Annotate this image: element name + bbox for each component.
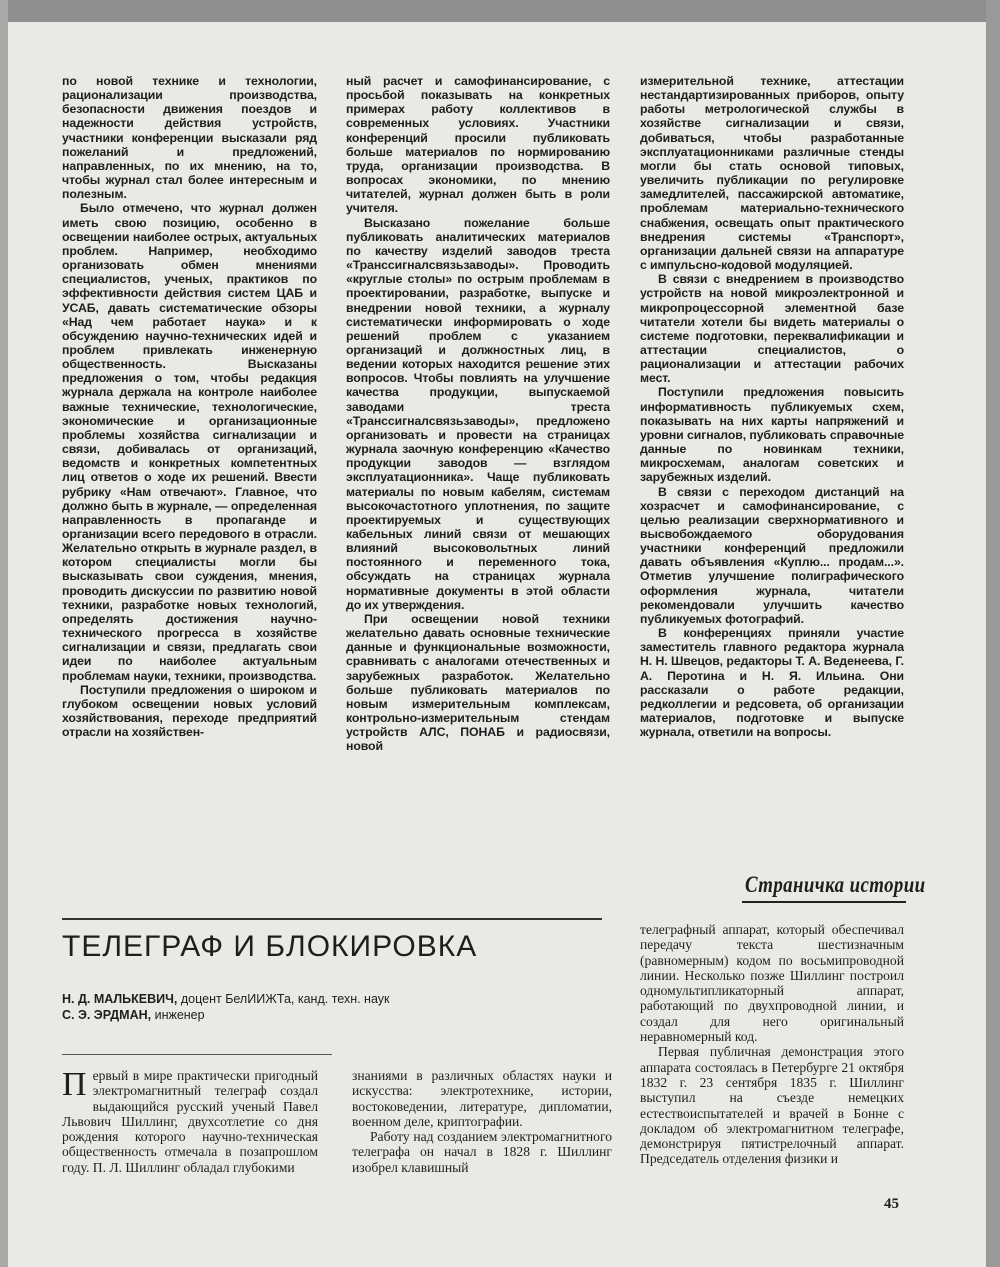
article-title: ТЕЛЕГРАФ И БЛОКИРОВКА	[62, 930, 478, 963]
paragraph: Было отмечено, что журнал должен иметь свою позицию, особенно в освещении наиболее острых, актуальных проблем. Например, необходимо организовать обмен мнениями специалистов, ученых, практиков по эффективности действия систем ЦАБ и УСАБ, давать систематические обзоры «Над чем работает наука» и к обсуждению научно-технических идей и проблем привлекать инженерную общественность. Высказаны предложения о том, чтобы редакция журнала держала на контроле наиболее важные технические, технологические, экономические и организационные проблемы хозяйства сигнализации и связи, добивалась от организаций, ведомств и конкретных компетентных лиц ответов о ходе их решений. Ввести рубрику «Нам отвечают». Главное, что должно быть в журнале, — определенная направленность в пропаганде и организации всего передового в отрасли. Желательно открыть в журнале раздел, в котором специалисты могли бы высказывать свои суждения, мнения, проводить дискуссии по развитию новой техники, разработке новых технологий, определять достижения научно-технического прогресса в хозяйстве сигнализации и связи, предлагать свои идеи по наиболее актуальным проблемам науки, техники, производства.	[62, 201, 317, 683]
upper-column-1	[62, 74, 317, 739]
paragraph: по новой технике и технологии, рационализации производства, безопасности движения поездов и надежности действия устройств, участники конференции высказали ряд пожеланий и предложений, направленных, по их мнению, на то, чтобы журнал стал более интересным и полезным.	[62, 74, 317, 202]
paragraph: Поступили предложения о широком и глубоком освещении новых условий хозяйствования, переходе предприятий отрасли на хозяйствен-	[62, 682, 317, 740]
paragraph: Первая публичная демонстрация этого аппарата состоялась в Петербурге 21 октября 1832 г. 23 сентября 1835 г. Шиллинг выступил на съезде немецких естествоиспытателей и врачей в Бонне с докладом об электромагнитном телеграфе, демонстрируя пятистрелочный аппарат. Председатель отделения физики и	[640, 1044, 904, 1167]
paragraph-text: ервый в мире практически пригодный электромагнитный телеграф создал выдающийся русский ученый Павел Львович Шиллинг, двухсотлетие со дня рождения которого научно-техническая общественность отмечала в позапрошлом году. П. Л. Шиллинг обладал глубокими	[62, 1068, 318, 1175]
upper-column-2	[346, 74, 610, 754]
author-role: инженер	[151, 1008, 205, 1022]
paragraph: Работу над созданием электромагнитного телеграфа он начал в 1828 г. Шиллинг изобрел клавишный	[352, 1129, 612, 1175]
page-number: 45	[884, 1196, 899, 1212]
scan-right-border	[986, 0, 1000, 1267]
section-rubric: Страничка истории	[745, 872, 926, 897]
paragraph: В связи с внедрением в производство устройств на новой микроэлектронной и микропроцессорной элементной базе читатели хотели бы видеть материалы о системе подготовки, переквалификации и аттестации специалистов, о рационализации и аттестации рабочих мест.	[640, 272, 904, 386]
scan-top-border	[0, 0, 1000, 22]
paragraph: В связи с переходом дистанций на хозрасчет и самофинансирование, с целью реализации сверхнормативного и высвобождаемого оборудования участники конференций предложили давать объявления «Куплю... продам...». Отметив улучшение полиграфического оформления журнала, читатели рекомендовали улучшить качество публикуемых фотографий.	[640, 484, 904, 626]
paragraph: Высказано пожелание больше публиковать аналитических материалов по качеству изделий заводов треста «Транссигналсвязьзаводы». Проводить «круглые столы» по острым проблемам в проектировании, разработке, выпуске и внедрении новой техники, а журналу систематически информировать о ходе решений проблем с указанием организаций и должностных лиц, в ведении которых находится решение этих вопросов. Чтобы повлиять на улучшение качества продукции, выпускаемой заводами треста «Транссигналсвязьзаводы», предложено организовать и провести на страницах журнала заочную конференцию «Качество продукции заводов — взглядом эксплуатационника». Чаще публиковать материалы по новым кабелям, системам высокочастотного уплотнения, по защите проектируемых и существующих кабельных линий связи от мешающих влияний высоковольтных линий постоянного и переменного тока, обсуждать на страницах журнала нормативные документы в этой области до их утверждения.	[346, 215, 610, 612]
paragraph: Поступили предложения повысить информативность публикуемых схем, показывать на них карты напряжений и уровни сигналов, публиковать справочные данные по новинкам техники, микросхемам, аналогам советских и зарубежных изделий.	[640, 385, 904, 485]
article-column-3	[640, 922, 904, 1167]
author-name: Н. Д. МАЛЬКЕВИЧ,	[62, 992, 178, 1006]
article-top-rule	[62, 918, 602, 920]
paragraph: телеграфный аппарат, который обеспечивал передачу текста шестизначным (равномерным) кодом по восьмипроводной линии. Несколько позже Шиллинг построил одномультипликаторный аппарат, работающий по двухпроводной линии, и создал для него оригинальный неравномерный код.	[640, 922, 904, 1045]
author-line-1	[62, 992, 390, 1006]
rubric-underline	[742, 901, 906, 903]
author-line-2	[62, 1008, 205, 1022]
paragraph: В конференциях приняли участие заместитель главного редактора журнала Н. Н. Швецов, редакторы Т. А. Веденеева, Г. А. Перотина и Н. Я. Ильина. Они рассказали о работе редакции, редколлегии и редсовета, об организации материалов, подготовке и выпуске журнала, ответили на вопросы.	[640, 626, 904, 740]
paragraph: измерительной технике, аттестации нестандартизированных приборов, опыту работы метрологической службы в хозяйстве сигнализации и связи, добиваться, чтобы разработанные эксплуатационниками различные стенды могли бы стать основой типовых, увеличить публикации по регулировке замедлителей, пассажирской автоматике, проблемам материально-технического снабжения, освещать опыт практического внедрения системы «Транспорт», организации дальней связи на аппаратуре с импульсно-кодовой модуляцией.	[640, 74, 904, 273]
paragraph	[62, 1068, 318, 1175]
author-name: С. Э. ЭРДМАН,	[62, 1008, 152, 1022]
article-column-1	[62, 1068, 318, 1175]
byline-rule	[62, 1054, 332, 1055]
scan-left-border	[0, 0, 8, 1267]
drop-cap: П	[62, 1066, 87, 1103]
paragraph: знаниями в различных областях науки и искусства: электротехнике, истории, востоковедении, литературе, дипломатии, военном деле, криптографии.	[352, 1068, 612, 1129]
paragraph: ный расчет и самофинансирование, с просьбой показывать на конкретных примерах работу коллективов в современных условиях. Участники конференций просили публиковать больше материалов по нормированию труда, организации производства. В вопросах экономики, по мнению читателей, журнал должен быть в роли учителя.	[346, 74, 610, 216]
paragraph: При освещении новой техники желательно давать основные технические данные и функциональные возможности, сравнивать с аналогами отечественных и зарубежных разработок. Желательно больше публиковать материалов по новым измерительным комплексам, контрольно-измерительным стендам устройств АЛС, ПОНАБ и радиосвязи, новой	[346, 611, 610, 754]
author-role: доцент БелИИЖТа, канд. техн. наук	[177, 992, 390, 1006]
upper-column-3	[640, 74, 904, 739]
article-column-2	[352, 1068, 612, 1175]
